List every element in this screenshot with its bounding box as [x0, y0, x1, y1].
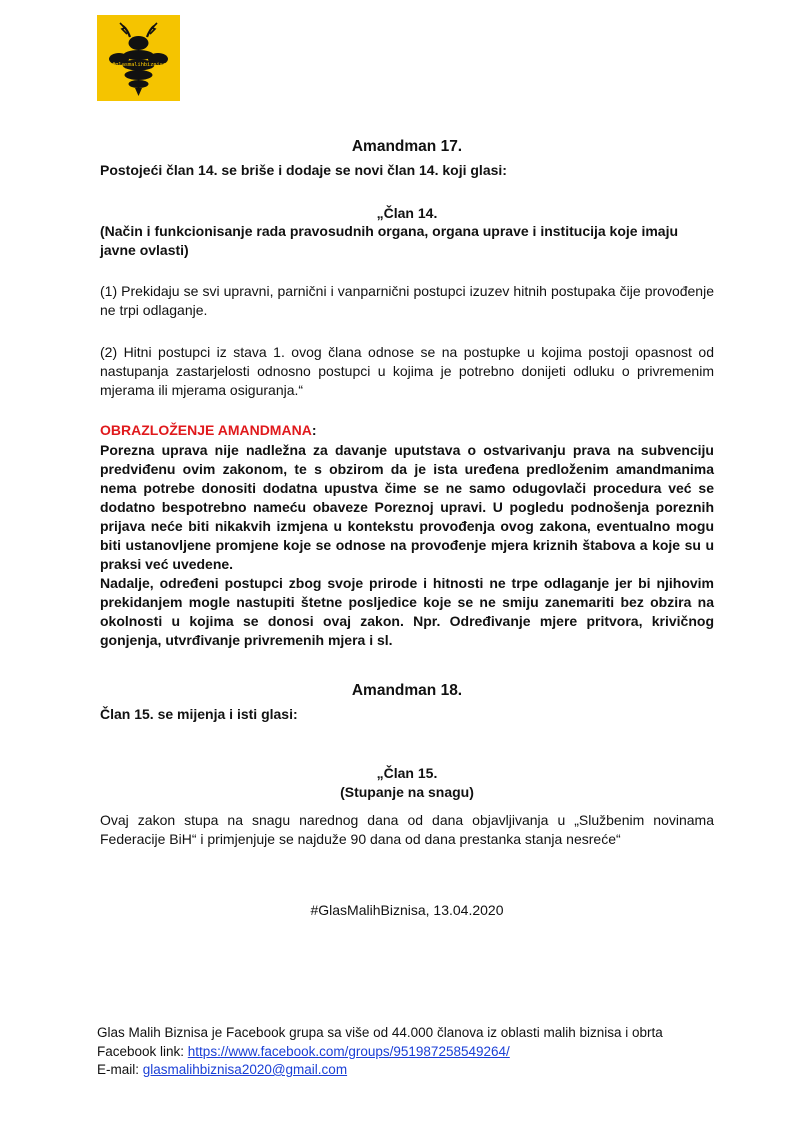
logo	[97, 15, 180, 101]
amendment-18-intro: Član 15. se mijenja i isti glasi:	[100, 706, 298, 722]
footer-email	[97, 1061, 717, 1079]
article-15-heading: „Član 15.	[376, 765, 438, 781]
article-14-subtitle: (Način i funkcionisanje rada pravosudnih organa, organa uprave i institucija koje imaju javne ovlasti)	[100, 223, 679, 258]
signature: #GlasMalihBiznisa, 13.04.2020	[310, 902, 504, 918]
bee-icon	[97, 15, 180, 101]
article-14-heading: „Član 14.	[376, 205, 438, 221]
logo-text: #glasmalihbiznisa	[112, 62, 166, 68]
facebook-label: Facebook link:	[97, 1044, 188, 1059]
article-15-subtitle: (Stupanje na snagu)	[340, 784, 474, 800]
explanation-paragraph-2: Nadalje, određeni postupci zbog svoje prirode i hitnosti ne trpe odlaganje jer bi njihovim prekidanjem mogle nastupiti štetne posljedice koje se ne smiju zanemariti bez obzira na okolnosti u kojima se donosi ovaj zakon. Npr. Određivanje mjere pritvora, krivičnog gonjenja, utvrđivanje privremenih mjera i sl.	[100, 575, 714, 648]
article-14-paragraph-1: (1) Prekidaju se svi upravni, parnični i vanparnični postupci izuzev hitnih postupaka čije provođenje ne trpi odlaganje.	[100, 283, 714, 318]
article-14-paragraph-2: (2) Hitni postupci iz stava 1. ovog člana odnose se na postupke u kojima postoji opasnost od nastupanja zastarjelosti odnosno postupci u kojima je potrebno donijeti odluku o privremenim mjerama ili mjerama osiguranja.“	[100, 344, 714, 398]
amendment-17-title: Amandman 17.	[351, 138, 463, 155]
explanation-heading-line	[100, 421, 714, 440]
footer-facebook	[97, 1043, 717, 1061]
footer-description: Glas Malih Biznisa je Facebook grupa sa više od 44.000 članova iz oblasti malih biznisa i obrta	[97, 1025, 663, 1040]
email-label: E-mail:	[97, 1062, 143, 1077]
article-15-paragraph: Ovaj zakon stupa na snagu narednog dana od dana objavljivanja u „Službenim novinama Federacije BiH“ i primjenjuje se najduže 90 dana od dana prestanka stanja nesreće“	[100, 812, 714, 847]
email-link[interactable]: glasmalihbiznisa2020@gmail.com	[142, 1062, 348, 1077]
explanation-heading-colon: :	[311, 422, 317, 438]
amendment-18-title: Amandman 18.	[351, 682, 463, 699]
explanation-heading: OBRAZLOŽENJE AMANDMANA	[100, 422, 312, 438]
facebook-link[interactable]: https://www.facebook.com/groups/951987258549264/	[187, 1044, 510, 1059]
amendment-17-intro: Postojeći član 14. se briše i dodaje se novi član 14. koji glasi:	[100, 162, 507, 178]
explanation-paragraph-1: Porezna uprava nije nadležna za davanje uputstava o ostvarivanju prava na subvenciju predviđenu ovim zakonom, te s obzirom da je ista uređena predloženim amandmanima nema potrebe donositi dodatna upustva čime se ne samo odugovlači procedura već se dodatno bespotrebno nameću obaveze Poreznoj upravi. U pogledu podnošenja poreznih prijava neće biti nikakvih izmjena u kontekstu provođenja ovog zakona, eventualno mogu biti ustanovljene promjene koje se odnose na provođenje mjera kriznih štabova a koje su u praksi već uvedene.	[100, 442, 714, 572]
